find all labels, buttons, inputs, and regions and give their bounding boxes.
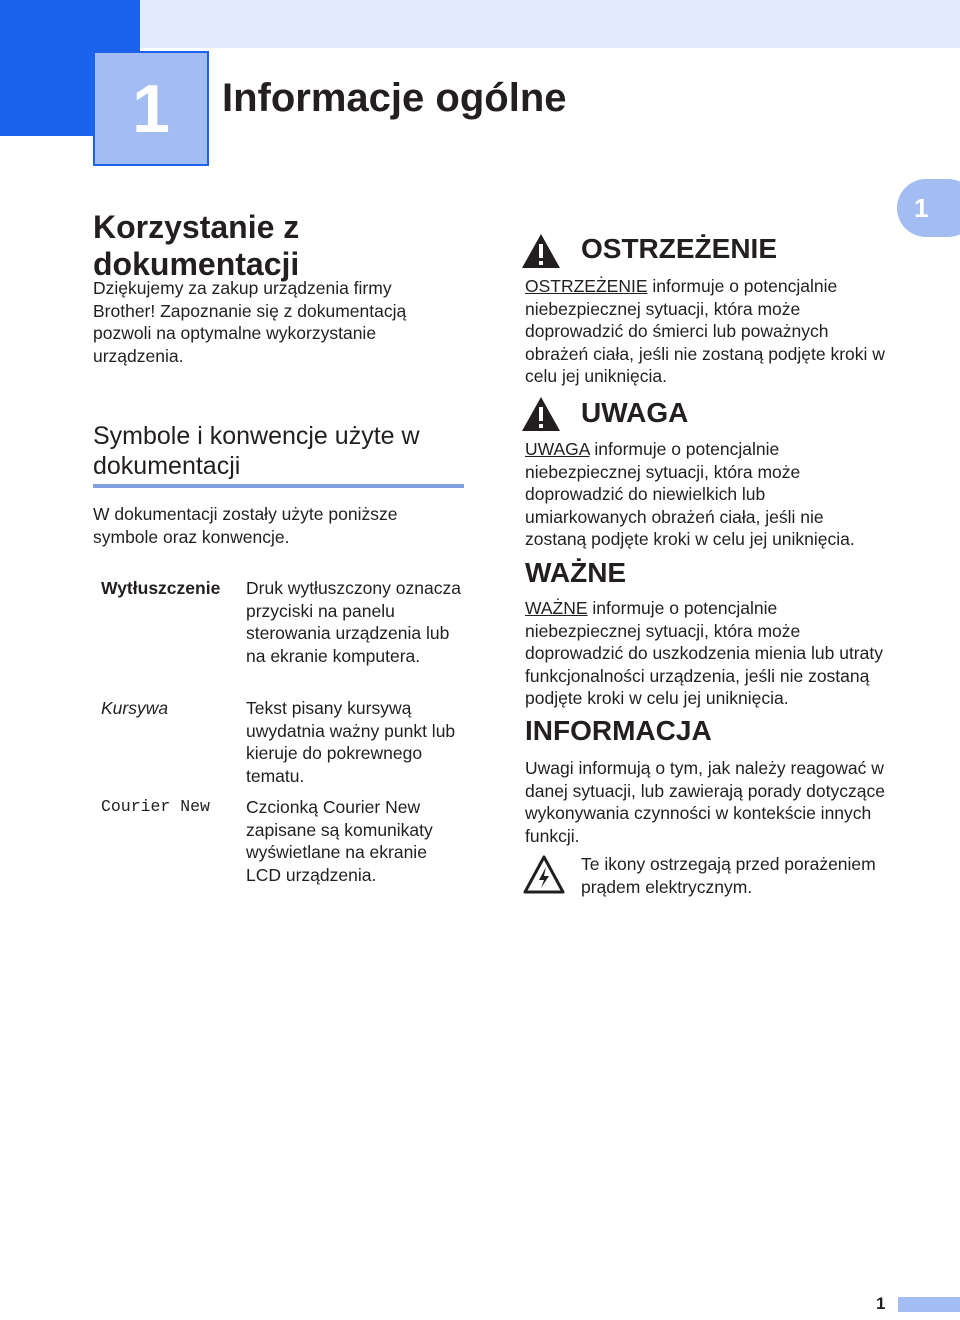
footer-bar [898, 1297, 960, 1312]
caution-heading: UWAGA [581, 397, 689, 428]
important-body [525, 597, 885, 710]
convention-description-bold: Druk wytłuszczony oznacza przyciski na panelu sterowania urządzenia lub na ekranie komputera. [246, 578, 461, 666]
warning-keyword: OSTRZEŻENIE [525, 276, 648, 296]
chapter-number-box [93, 51, 209, 166]
caution-triangle-icon [521, 396, 561, 432]
warning-body [525, 275, 885, 388]
subsection-title: Symbole i konwencje użyte w dokumentacji [93, 422, 420, 480]
caution-keyword: UWAGA [525, 439, 590, 459]
important-text: informuje o potencjalnie niebezpiecznej sytuacji, która może doprowadzić do uszkodzenia mienia lub utraty funkcjonalności urządzenia, jeśli nie zostaną podjęte kroki w celu jej uniknięcia. [525, 598, 883, 708]
electrical-hazard-text: Te ikony ostrzegają przed porażeniem prądem elektrycznym. [581, 854, 876, 897]
subsection-intro: W dokumentacji zostały użyte poniższe symbole oraz konwencje. [93, 504, 398, 547]
note-body: Uwagi informują o tym, jak należy reagować w danej sytuacji, lub zawierają porady dotyczące wykonywania czynności w kontekście innych funkcji. [525, 758, 885, 846]
section-title: Korzystanie z dokumentacji [93, 209, 300, 282]
chapter-title: Informacje ogólne [222, 76, 567, 120]
note-heading: INFORMACJA [525, 715, 712, 746]
important-heading: WAŻNE [525, 557, 627, 588]
chapter-side-tab-label: 1 [914, 193, 929, 223]
convention-term-monospace: Courier New [101, 797, 210, 816]
warning-triangle-icon [521, 233, 561, 269]
subsection-rule [93, 484, 464, 488]
convention-term-italic: Kursywa [101, 698, 169, 718]
convention-description-monospace: Czcionką Courier New zapisane są komunikaty wyświetlane na ekranie LCD urządzenia. [246, 797, 433, 885]
page-number: 1 [876, 1294, 886, 1313]
electrical-hazard-icon [523, 855, 565, 895]
convention-term-bold: Wytłuszczenie [101, 578, 221, 598]
caution-body [525, 438, 885, 551]
intro-paragraph: Dziękujemy za zakup urządzenia firmy Brother! Zapoznanie się z dokumentacją pozwoli na optymalne wykorzystanie urządzenia. [93, 278, 407, 366]
caution-text: informuje o potencjalnie niebezpiecznej sytuacji, która może doprowadzić do niewielkich lub umiarkowanych obrażeń ciała, jeśli nie zostaną podjęte kroki w celu jej uniknięcia. [525, 439, 855, 549]
header-band-light [140, 0, 960, 48]
convention-description-italic: Tekst pisany kursywą uwydatnia ważny punkt lub kieruje do pokrewnego tematu. [246, 698, 456, 786]
warning-text: informuje o potencjalnie niebezpiecznej sytuacji, która może doprowadzić do śmierci lub poważnych obrażeń ciała, jeśli nie zostaną podjęte kroki w celu jej uniknięcia. [525, 276, 885, 386]
chapter-side-tab [897, 179, 960, 237]
warning-heading: OSTRZEŻENIE [581, 233, 778, 264]
chapter-number: 1 [132, 70, 170, 147]
important-keyword: WAŻNE [525, 598, 588, 618]
